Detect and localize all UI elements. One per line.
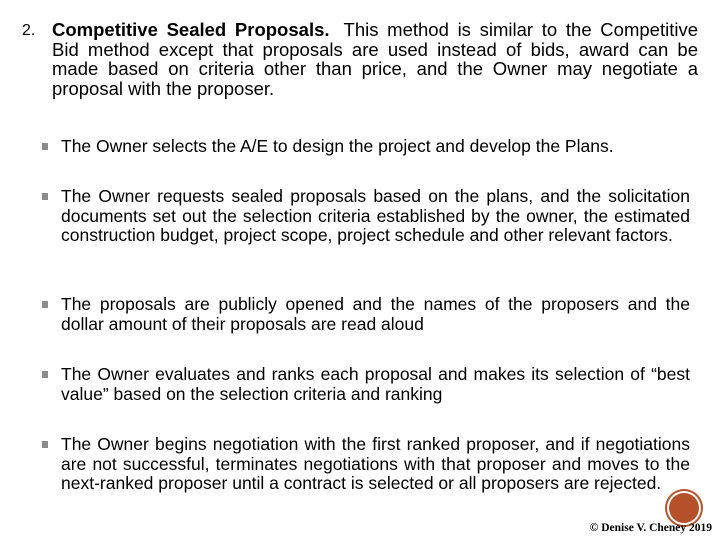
seal-icon <box>669 493 699 523</box>
bullet-item <box>42 365 690 404</box>
numbered-item <box>22 20 698 98</box>
item-number: 2. <box>22 22 36 39</box>
copyright-notice: © Denise V. Cheney 2019 <box>589 522 712 534</box>
item-heading: Competitive Sealed Proposals. <box>52 19 330 40</box>
bullet-item <box>42 187 690 246</box>
square-bullet-icon <box>42 441 48 448</box>
bullet-item <box>42 435 690 494</box>
square-bullet-icon <box>42 143 48 150</box>
bullet-text: The proposals are publicly opened and the names of the proposers and the dollar amount of their proposals are read aloud <box>61 294 690 334</box>
bullet-text: The Owner begins negotiation with the first ranked proposer, and if negotiations are not successful, terminates negotiations with that proposer and moves to the next-ranked proposer until a contract is selected or all proposers are rejected. <box>61 434 690 494</box>
square-bullet-icon <box>42 371 48 378</box>
bullet-text: The Owner requests sealed proposals based on the plans, and the solicitation documents set out the selection criteria established by the owner, the estimated construction budget, project scope, project schedule and other relevant factors. <box>61 186 690 246</box>
bullet-item <box>42 295 690 334</box>
bullet-text: The Owner selects the A/E to design the project and develop the Plans. <box>61 136 614 156</box>
square-bullet-icon <box>42 193 48 200</box>
item-paragraph <box>52 20 698 98</box>
bullet-text: The Owner evaluates and ranks each proposal and makes its selection of “best value” based on the selection criteria and ranking <box>61 364 690 404</box>
square-bullet-icon <box>42 301 48 308</box>
bullet-item <box>42 137 690 157</box>
item-body: This method is similar to the Competitive Bid method except that proposals are used instead of bids, award can be made based on criteria other than price, and the Owner may negotiate a proposal with the proposer. <box>52 19 698 99</box>
